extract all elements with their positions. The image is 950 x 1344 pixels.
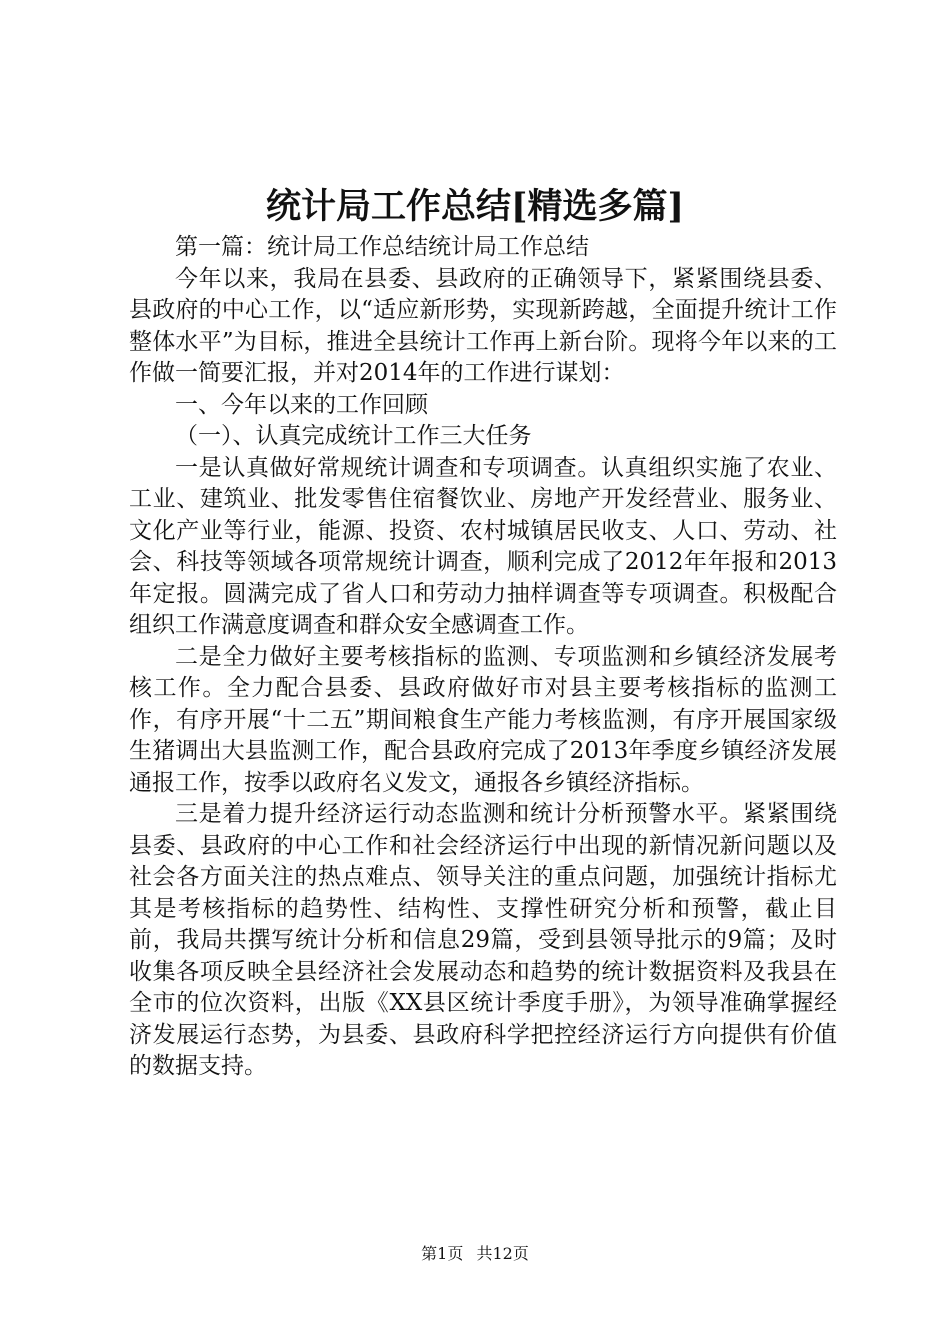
intro-paragraph: 今年以来，我局在县委、县政府的正确领导下，紧紧围绕县委、县政府的中心工作，以“适应新形势，实现新跨越，全面提升统计工作整体水平”为目标，推进全县统计工作再上新台阶。现将今年以来的工作做一简要汇报，并对2014年的工作进行谋划：: [129, 265, 837, 386]
paragraph-item-three: 三是着力提升经济运行动态监测和统计分析预警水平。紧紧围绕县委、县政府的中心工作和社会经济运行中出现的新情况新问题以及社会各方面关注的热点难点、领导关注的重点问题，加强统计指标尤其是考核指标的趋势性、结构性、支撑性研究分析和预警，截止目前，我局共撰写统计分析和信息29篇，受到县领导批示的9篇；及时收集各项反映全县经济社会发展动态和趋势的统计数据资料及我县在全市的位次资料，出版《XX县区统计季度手册》，为领导准确掌握经济发展运行态势，为县委、县政府科学把控经济运行方向提供有价值的数据支持。: [129, 801, 837, 1079]
paragraph-item-two: 二是全力做好主要考核指标的监测、专项监测和乡镇经济发展考核工作。全力配合县委、县政府做好市对县主要考核指标的监测工作，有序开展“十二五”期间粮食生产能力考核监测，有序开展国家级生猪调出大县监测工作，配合县政府完成了2013年季度乡镇经济发展通报工作，按季以政府名义发文，通报各乡镇经济指标。: [129, 643, 837, 796]
section-heading-review: 一、今年以来的工作回顾: [175, 391, 428, 418]
subsection-heading-tasks: （一）、认真完成统计工作三大任务: [175, 423, 532, 449]
page-number-total: 共12页: [476, 1244, 529, 1263]
page-number-current: 第1页: [421, 1244, 464, 1263]
document-body: [129, 232, 837, 1083]
paragraph-item-one: 一是认真做好常规统计调查和专项调查。认真组织实施了农业、工业、建筑业、批发零售住宿餐饮业、房地产开发经营业、服务业、文化产业等行业，能源、投资、农村城镇居民收支、人口、劳动、社会、科技等领域各项常规统计调查，顺利完成了2012年年报和2013年定报。圆满完成了省人口和劳动力抽样调查等专项调查。积极配合组织工作满意度调查和群众安全感调查工作。: [129, 454, 837, 638]
document-title: 统计局工作总结[精选多篇]: [265, 186, 685, 227]
section-heading-part-one: 第一篇：统计局工作总结统计局工作总结: [175, 234, 589, 260]
page-footer: [0, 1243, 950, 1265]
